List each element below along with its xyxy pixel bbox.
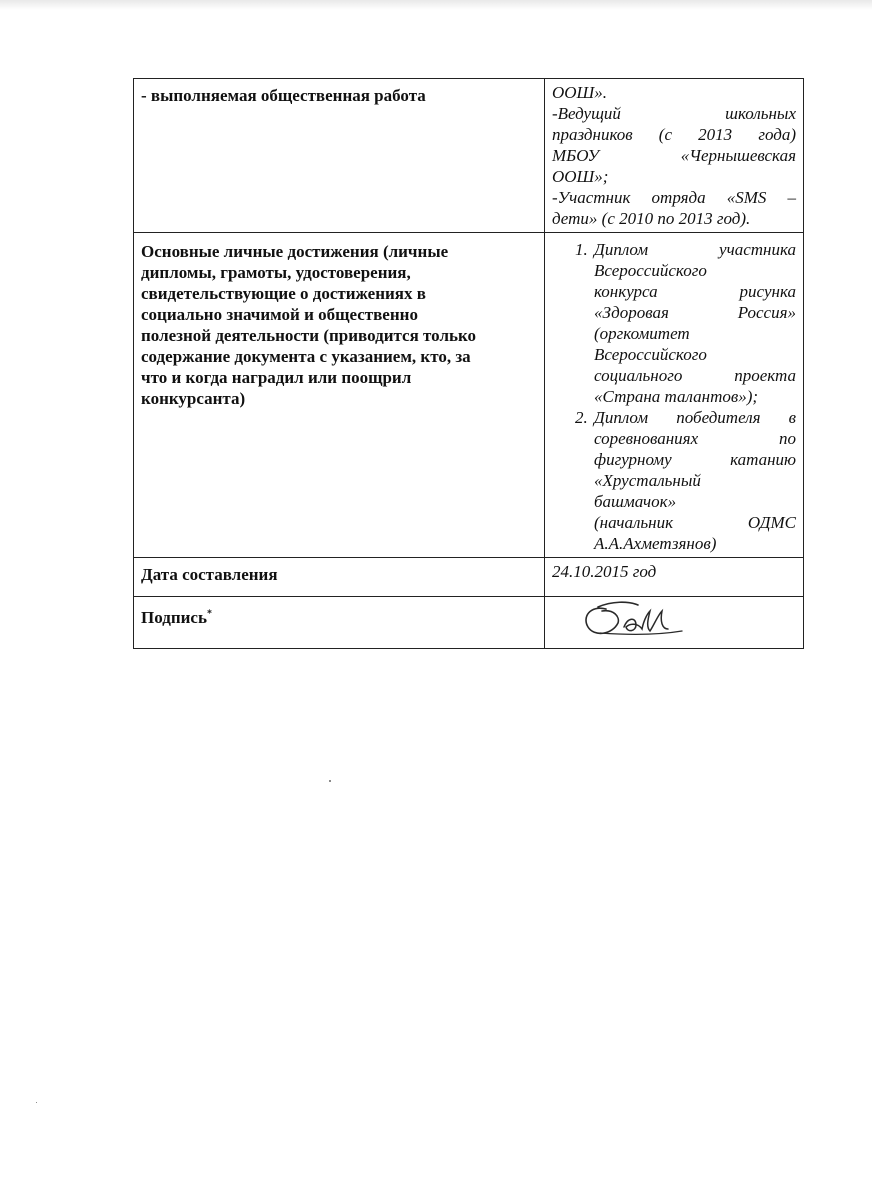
achievements-label-line: что и когда наградил или поощрил — [141, 368, 412, 387]
achievements-label-line: свидетельствующие о достижениях в — [141, 284, 426, 303]
public-work-line: дети» (с 2010 по 2013 год). — [552, 209, 751, 228]
award-line: А.А.Ахметзянов) — [594, 534, 717, 553]
achievements-label-line: дипломы, грамоты, удостоверения, — [141, 263, 411, 282]
award-line: соревнованиях по — [594, 429, 796, 448]
award-line: «Страна талантов»); — [594, 387, 759, 406]
award-line: башмачок» — [594, 492, 677, 511]
footnote-mark: * — [206, 608, 212, 620]
awards-list — [552, 239, 796, 554]
handwritten-signature-icon — [578, 597, 698, 643]
achievements-label-line: конкурсанта) — [141, 389, 246, 408]
achievements-label-line: содержание документа с указанием, кто, за — [141, 347, 471, 366]
public-work-label: - выполняемая общественная работа — [134, 79, 545, 233]
table-row-public-work — [134, 79, 804, 233]
table-row-achievements — [134, 233, 804, 558]
public-work-line: ООШ»; — [552, 167, 609, 186]
date-value: 24.10.2015 год — [545, 558, 804, 597]
achievements-value — [545, 233, 804, 558]
award-line: Всероссийского — [594, 345, 707, 364]
award-line: 2. Диплом победителя в — [594, 408, 796, 427]
award-line: (оргкомитет — [594, 324, 690, 343]
award-line: «Хрустальный — [594, 471, 701, 490]
achievements-label-line: социально значимой и общественно — [141, 305, 418, 324]
award-line: конкурса рисунка — [594, 282, 796, 301]
award-line: Всероссийского — [594, 261, 707, 280]
public-work-line: -Ведущий школьных — [552, 104, 796, 123]
achievements-label-line: полезной деятельности (приводится только — [141, 326, 477, 345]
date-label: Дата составления — [134, 558, 545, 597]
achievements-label — [134, 233, 545, 558]
award-line: социального проекта — [594, 366, 796, 385]
public-work-line: -Участник отряда «SMS – — [552, 188, 796, 207]
award-line: 1. Диплом участника — [594, 240, 796, 259]
scan-top-edge — [0, 0, 872, 10]
public-work-line: ООШ». — [552, 83, 608, 102]
award-item — [592, 239, 796, 407]
award-line: (начальник ОДМС — [594, 513, 796, 532]
table-row-signature — [134, 597, 804, 649]
public-work-line: МБОУ «Чернышевская — [552, 146, 796, 165]
table-row-date — [134, 558, 804, 597]
public-work-line: праздников (с 2013 года) — [552, 125, 796, 144]
signature-label-text: Подпись — [141, 608, 207, 627]
achievements-label-line: Основные личные достижения (личные — [141, 242, 449, 261]
signature-cell — [545, 597, 804, 649]
scan-speck — [36, 1102, 37, 1103]
public-work-value — [545, 79, 804, 233]
signature-label — [134, 597, 545, 649]
personal-info-table — [133, 78, 804, 649]
award-item — [592, 407, 796, 554]
award-line: фигурному катанию — [594, 450, 796, 469]
scan-speck — [329, 780, 331, 782]
award-line: «Здоровая Россия» — [594, 303, 796, 322]
